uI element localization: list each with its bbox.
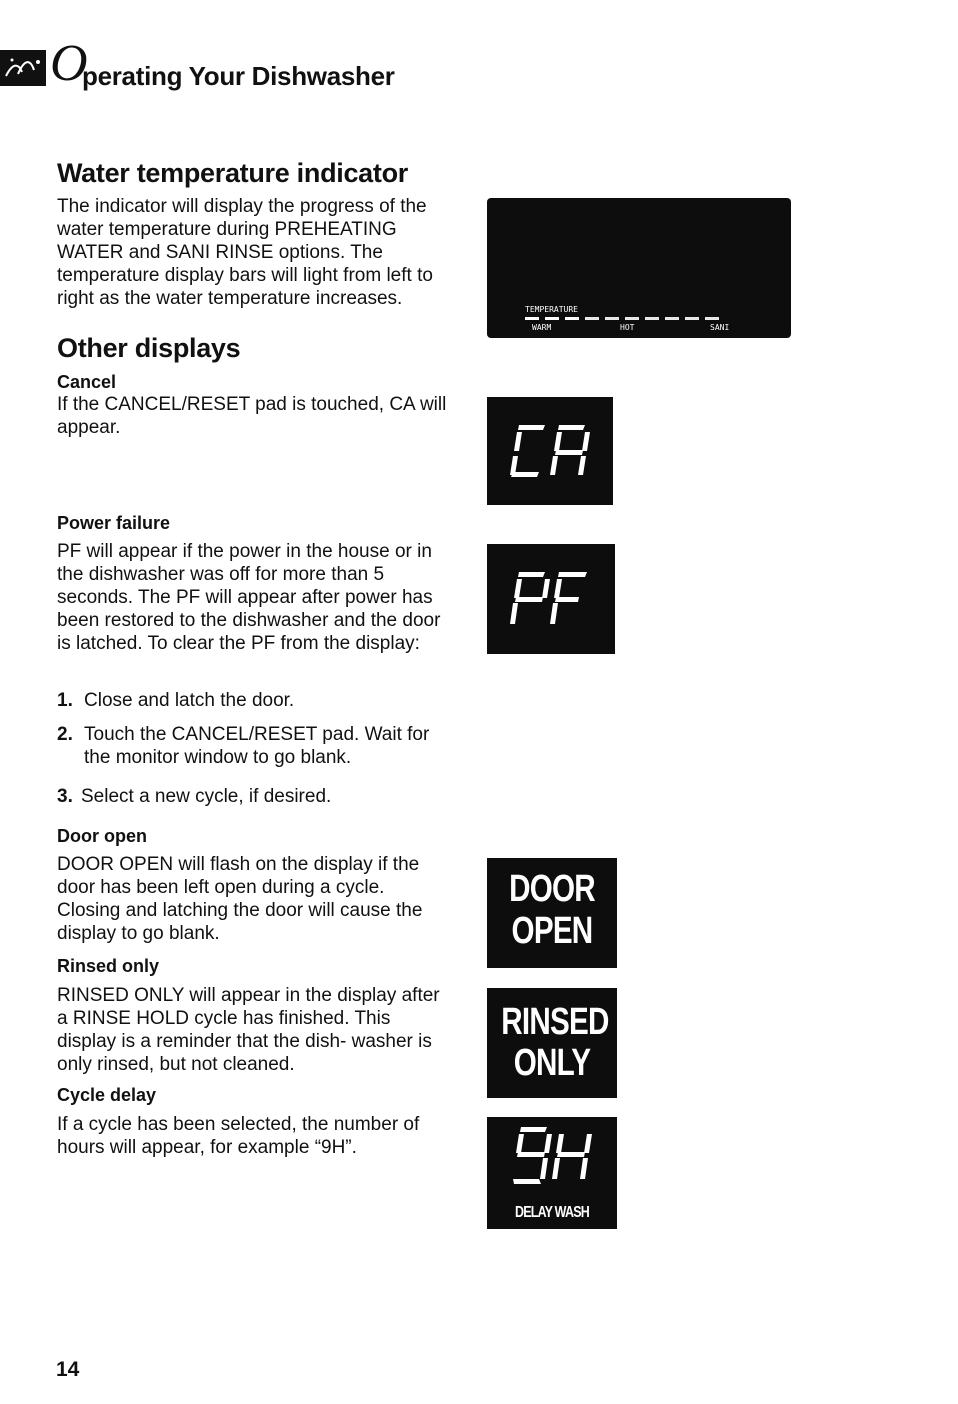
door-open-body — [57, 853, 452, 945]
cancel-display — [487, 397, 613, 505]
cancel-title: Cancel — [57, 372, 117, 392]
step-text: Select a new cycle, if desired. — [81, 786, 332, 807]
delay-wash-caption: DELAY WASH — [514, 1204, 590, 1221]
rinsed-only-title: Rinsed only — [57, 956, 160, 976]
cycle-delay-text: If a cycle has been selected, the number of hours will appear, for example “9H”. — [57, 1114, 420, 1158]
cycle-delay-title: Cycle delay — [57, 1085, 157, 1105]
cycle-delay-display — [487, 1117, 617, 1229]
rinsed-only-text: RINSED ONLY will appear in the display after a RINSE HOLD cycle has finished. This display is a reminder that the dish- washer is only rinsed, but not cleaned. — [57, 985, 440, 1075]
temperature-display — [487, 198, 791, 338]
power-failure-steps — [57, 689, 457, 808]
pf-segment-digits — [487, 544, 615, 654]
rinsed-only-display — [487, 988, 617, 1098]
door-open-title: Door open — [57, 826, 147, 846]
rinsed-only-line2: ONLY — [513, 1042, 591, 1084]
temperature-bar — [585, 317, 599, 320]
step-item — [57, 689, 457, 712]
water-temperature-text: The indicator will display the progress of the water temperature during PREHEATING WATER and SANI RINSE options. The temperature display bars will light from left to right as the water temperature increases. — [57, 196, 433, 309]
temperature-bar — [545, 317, 559, 320]
temperature-bar — [705, 317, 719, 320]
dishwasher-logo-icon — [0, 50, 46, 86]
temperature-bar — [645, 317, 659, 320]
temperature-bar — [605, 317, 619, 320]
step-number: 3. — [57, 786, 73, 807]
cancel-text: If the CANCEL/RESET pad is touched, CA will appear. — [57, 394, 447, 438]
tick-hot: HOT — [620, 323, 635, 332]
power-failure-display — [487, 544, 615, 654]
tick-sani: SANI — [710, 323, 730, 332]
step-number: 2. — [57, 724, 73, 745]
water-temperature-heading: Water temperature indicator — [57, 158, 408, 188]
step-item — [57, 785, 457, 808]
ca-segment-digits — [487, 397, 613, 505]
water-temperature-body — [57, 195, 452, 310]
temperature-bar — [625, 317, 639, 320]
other-displays-heading: Other displays — [57, 333, 241, 363]
door-open-line1: DOOR — [509, 868, 595, 910]
rinsed-only-body — [57, 984, 452, 1076]
page-title: perating Your Dishwasher — [82, 61, 395, 91]
step-text: Close and latch the door. — [84, 690, 295, 711]
power-failure-body — [57, 540, 452, 655]
door-open-line2: OPEN — [511, 910, 593, 952]
temperature-bar — [565, 317, 579, 320]
step-number: 1. — [57, 690, 73, 711]
temperature-bar — [685, 317, 699, 320]
step-item — [57, 723, 457, 769]
power-failure-text: PF will appear if the power in the house or in the dishwasher was off for more than 5 seconds. The PF will appear after power has been restored to the dishwasher and the door is latched. To clear the PF from the display: — [57, 541, 441, 654]
door-open-text: DOOR OPEN will flash on the display if the door has been left open during a cycle. Closing and latching the door will cause the display to go blank. — [57, 854, 423, 944]
9h-segment-digits — [487, 1117, 617, 1207]
tick-warm: WARM — [532, 323, 552, 332]
step-text: Touch the CANCEL/RESET pad. Wait for the monitor window to go blank. — [84, 724, 430, 768]
rinsed-only-line1: RINSED — [501, 1001, 609, 1043]
temperature-bar — [665, 317, 679, 320]
temperature-label: TEMPERATURE — [525, 305, 578, 314]
title-initial: O — [50, 35, 88, 92]
page-number: 14 — [56, 1358, 80, 1381]
cycle-delay-body — [57, 1113, 452, 1159]
door-open-display — [487, 858, 617, 968]
power-failure-title: Power failure — [57, 513, 171, 533]
cancel-body — [57, 393, 452, 439]
temperature-bar — [525, 317, 539, 320]
